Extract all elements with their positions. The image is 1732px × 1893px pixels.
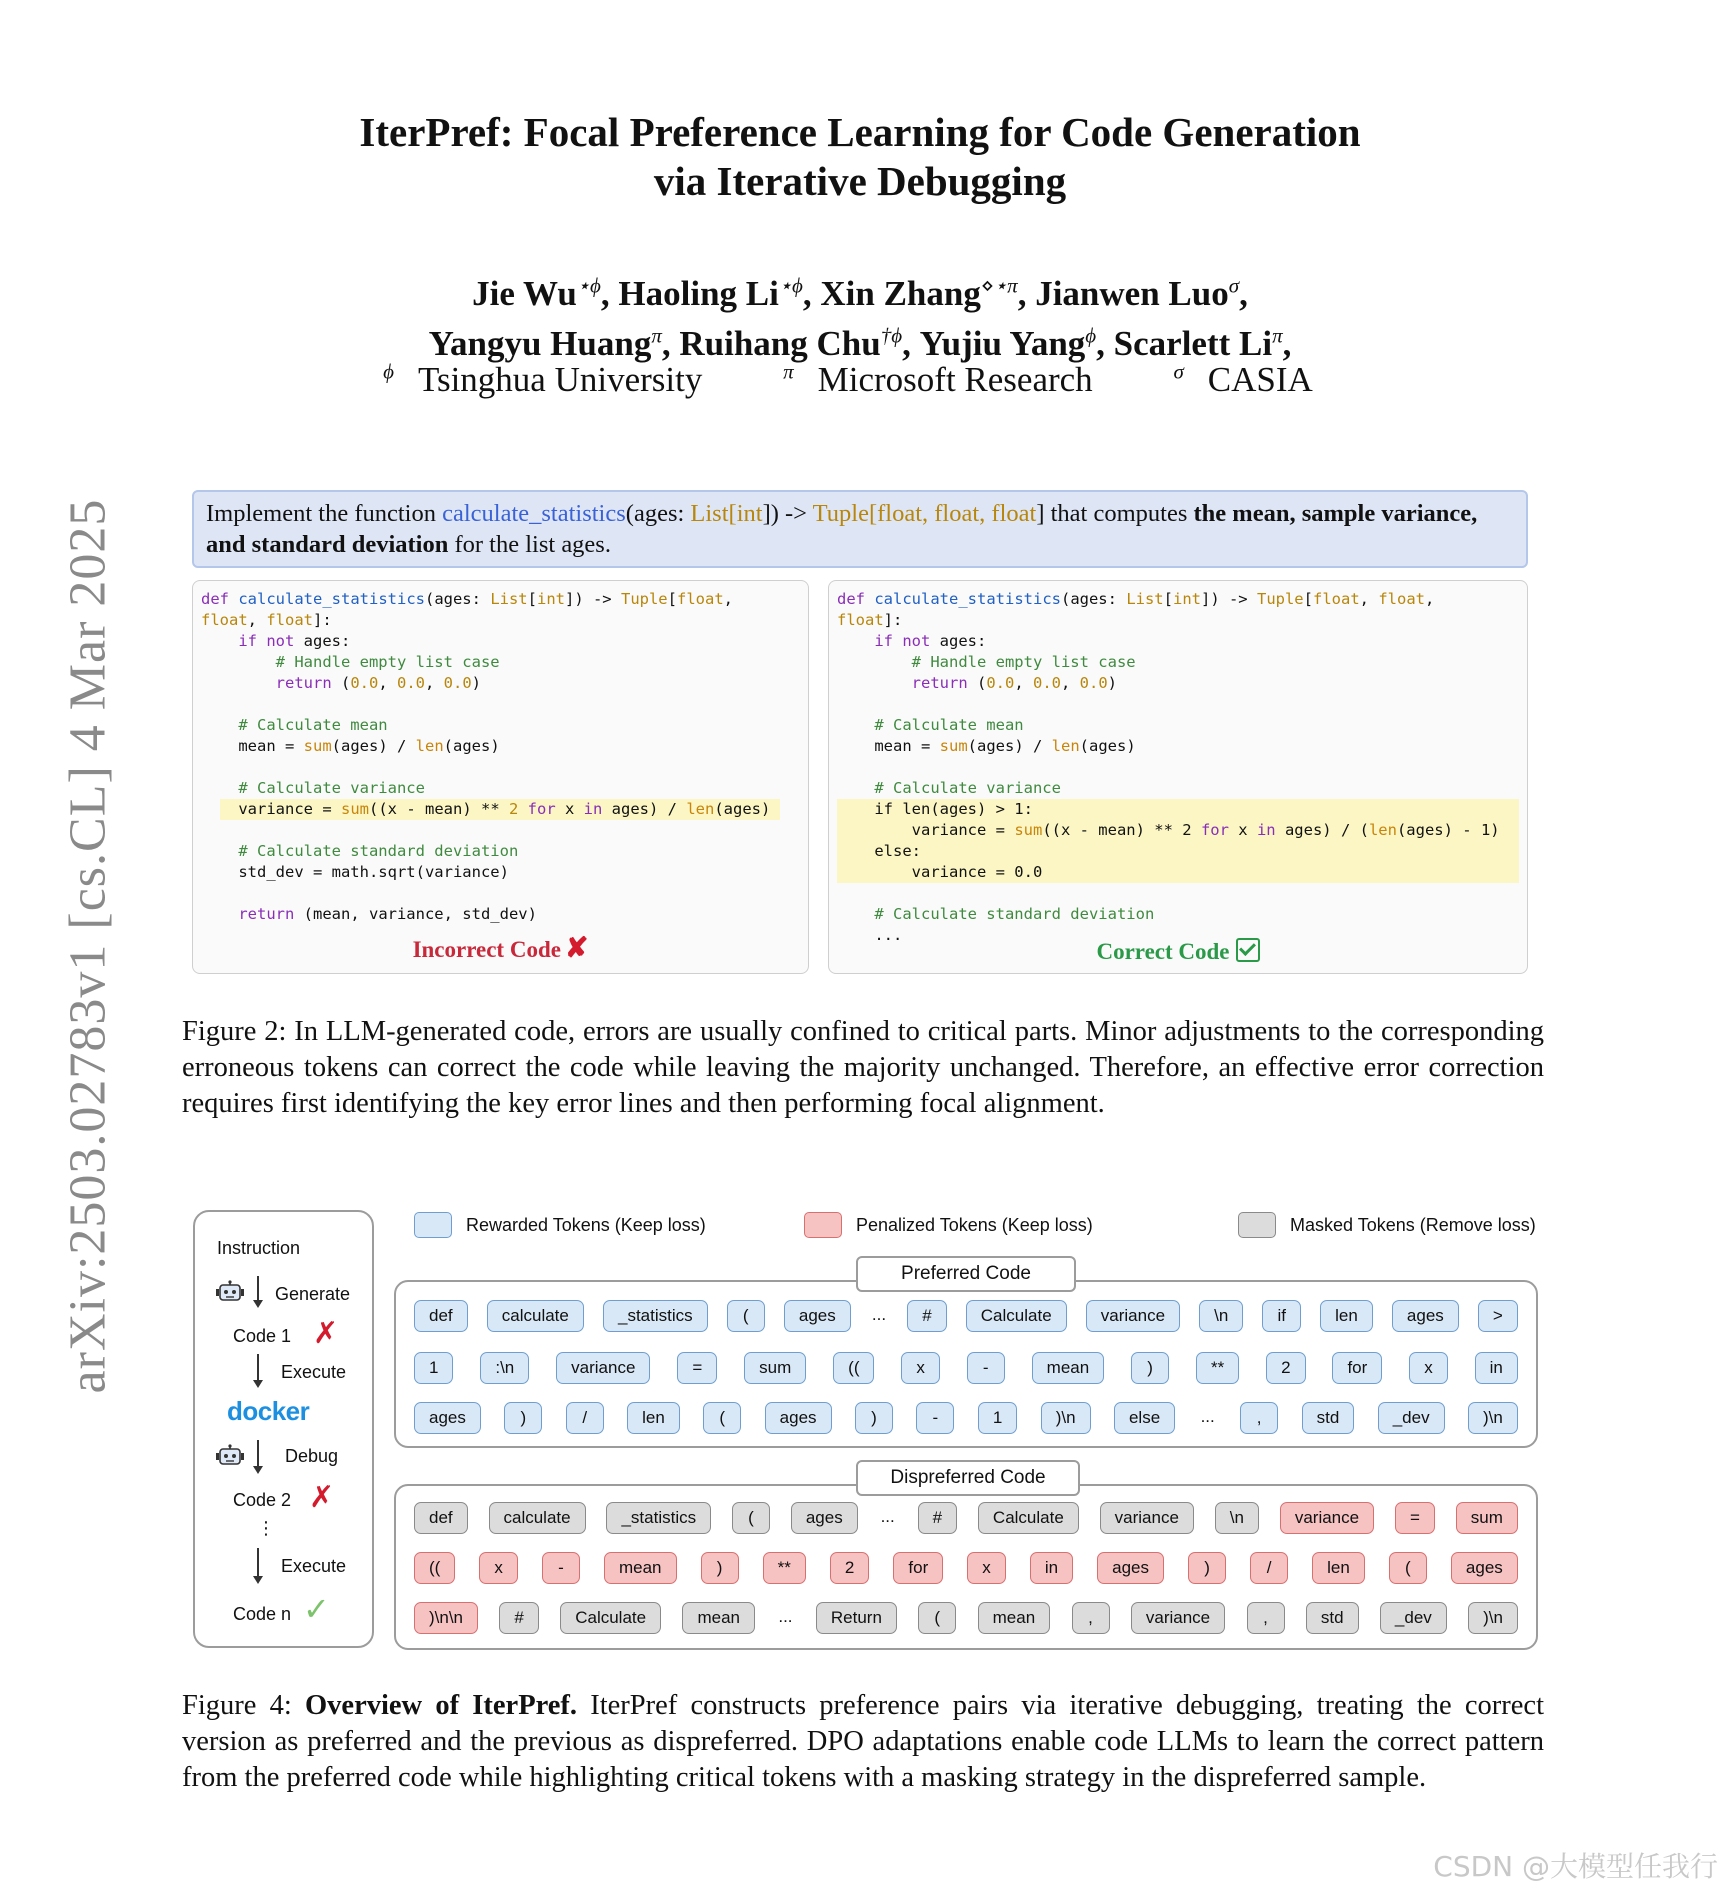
- token: _statistics: [603, 1300, 708, 1332]
- iterative-debugging-pipeline: [193, 1210, 374, 1648]
- figure4-caption: Figure 4: Overview of IterPref. IterPref constructs preference pairs via iterative debugging, treating the correct version as preferred and the previous as dispreferred. DPO adaptations enable code LLMs to learn the correct pattern from the preferred code while highlighting critical tokens with a masking strategy in the dispreferred sample.: [182, 1690, 1544, 1793]
- token: ): [855, 1402, 893, 1434]
- token: Calculate: [966, 1300, 1067, 1332]
- preferred-code-group: [394, 1263, 1538, 1448]
- token: ,: [1240, 1402, 1278, 1434]
- token: else: [1114, 1402, 1175, 1434]
- token: #: [499, 1602, 538, 1634]
- title-line-2: via Iterative Debugging: [653, 158, 1067, 204]
- cross-icon: ✘: [564, 933, 589, 964]
- token: def: [414, 1300, 468, 1332]
- token: )\n: [1468, 1602, 1518, 1634]
- token: if: [1262, 1300, 1301, 1332]
- token: ,: [1247, 1602, 1285, 1634]
- incorrect-code-label: Incorrect Code ✘: [412, 933, 589, 964]
- correct-code-block: def calculate_statistics(ages: List[int]) -> Tuple[float, float, float]: if not ages: # Handle empty list case return (0.0, 0.0, 0.0) # Calculate mean mean = sum(ages) / len(ages) # Calculate variance if len(ages) > 1: variance = sum((x - mean) ** 2 for x in ages) / (len(ages) - 1) else: variance = 0.0 # Calculate standard deviation ...: [837, 589, 1519, 946]
- affiliations: [0, 350, 1720, 401]
- token: ): [1131, 1352, 1169, 1384]
- authors-line-1: [0, 264, 1720, 315]
- token: in: [1475, 1352, 1518, 1384]
- token: ages: [791, 1502, 858, 1534]
- token: variance: [1086, 1300, 1180, 1332]
- token: /: [566, 1402, 604, 1434]
- dispreferred-code-title: Dispreferred Code: [856, 1460, 1080, 1496]
- author: Yangyu Huang$^\pi$,: [428, 323, 680, 364]
- token: ((: [833, 1352, 874, 1384]
- token: mean: [1032, 1352, 1105, 1384]
- token: )\n: [1468, 1402, 1518, 1434]
- token: _statistics: [606, 1502, 711, 1534]
- author: Ruihang Chu$^{\dagger\phi}$,: [679, 323, 920, 364]
- token: std: [1302, 1402, 1355, 1434]
- author: Scarlett $Li^\pi$,: [1113, 323, 1292, 364]
- token-row: [414, 1402, 1518, 1434]
- token: (: [703, 1402, 741, 1434]
- figure2-caption: Figure 2: In LLM-generated code, errors are usually confined to critical parts. Minor adjustments to the corresponding erroneous tokens can correct the code while leaving the majority unchanged. Therefore, an effective error correction requires first identifying the key error lines and then performing focal alignment.: [182, 1016, 1544, 1119]
- token: \n: [1215, 1502, 1259, 1534]
- token: x: [967, 1552, 1006, 1584]
- token-row: [414, 1602, 1518, 1634]
- robot-icon: [215, 1280, 245, 1304]
- token: ages: [1392, 1300, 1459, 1332]
- figure2-prompt: Implement the function calculate_statistics(ages: List[int]) -> Tuple[float, float, float] that computes the mean, sample variance, and standard deviation for the list ages.: [192, 490, 1528, 568]
- affiliation: $^\pi$ Microsoft Research: [783, 359, 1093, 399]
- author: Jie $Wu^{⋆\phi}$,: [472, 273, 619, 313]
- token-row: [414, 1552, 1518, 1584]
- dispreferred-code-group: [394, 1467, 1538, 1650]
- ellipsis: ...: [778, 1607, 793, 1626]
- token: ): [504, 1402, 542, 1434]
- token: variance: [1280, 1502, 1374, 1534]
- pipeline-debug: Debug: [285, 1446, 339, 1466]
- watermark: CSDN @大模型任我行: [1433, 1850, 1718, 1883]
- token: mean: [978, 1602, 1051, 1634]
- token-row: [414, 1300, 1518, 1332]
- token: 2: [1266, 1352, 1305, 1384]
- legend-swatch-gray: [1238, 1212, 1276, 1238]
- token: calculate: [489, 1502, 586, 1534]
- docker-logo: docker: [227, 1396, 310, 1426]
- token: /: [1250, 1552, 1288, 1584]
- token: ,: [1072, 1602, 1110, 1634]
- token-row: [414, 1502, 1518, 1534]
- token: **: [763, 1552, 806, 1584]
- token: ages: [1097, 1552, 1164, 1584]
- token: variance: [1131, 1602, 1225, 1634]
- token: (: [918, 1602, 956, 1634]
- title-line-1: IterPref: Focal Preference Learning for Code Generation: [359, 109, 1361, 155]
- token: -: [967, 1352, 1005, 1384]
- token: len: [1320, 1300, 1373, 1332]
- token: =: [677, 1352, 717, 1384]
- token: variance: [556, 1352, 650, 1384]
- token: ages: [1451, 1552, 1518, 1584]
- token: -: [916, 1402, 954, 1434]
- correct-code-panel: [828, 580, 1528, 974]
- preferred-code-title: Preferred Code: [856, 1256, 1076, 1292]
- token: for: [893, 1552, 943, 1584]
- pipeline-generate: Generate: [275, 1284, 351, 1304]
- token: _dev: [1378, 1402, 1445, 1434]
- arrow-down-icon: [257, 1354, 259, 1386]
- token: ): [1188, 1552, 1226, 1584]
- ellipsis: ...: [871, 1305, 887, 1324]
- arrow-down-icon: [257, 1440, 259, 1472]
- check-icon: ✓: [303, 1590, 330, 1628]
- token: _dev: [1380, 1602, 1447, 1634]
- pipeline-code-1: Code 1: [233, 1326, 292, 1346]
- token: in: [1030, 1552, 1073, 1584]
- affiliation: $^\sigma$ CASIA: [1173, 359, 1313, 399]
- token: calculate: [487, 1300, 584, 1332]
- token: sum: [1456, 1502, 1518, 1534]
- token: ages: [414, 1402, 481, 1434]
- token: x: [479, 1552, 518, 1584]
- token: for: [1332, 1352, 1382, 1384]
- pipeline-code-2: Code 2: [233, 1490, 292, 1510]
- paper-title: [0, 108, 1720, 206]
- token: sum: [744, 1352, 806, 1384]
- pipeline-instruction: Instruction: [217, 1238, 301, 1258]
- author: Haoling $Li^{⋆\phi}$,: [618, 273, 821, 313]
- incorrect-code-block: def calculate_statistics(ages: List[int]) -> Tuple[float, float, float]: if not ages: # Handle empty list case return (0.0, 0.0, 0.0) # Calculate mean mean = sum(ages) / len(ages) # Calculate variance variance = sum((x - mean) ** 2 for x in ages) / len(ages) # Calculate standard deviation std_dev = math.sqrt(variance) return (mean, variance, std_dev): [201, 590, 780, 923]
- legend-swatch-blue: [414, 1212, 452, 1238]
- token: mean: [604, 1552, 677, 1584]
- token: ages: [765, 1402, 832, 1434]
- token: 2: [830, 1552, 869, 1584]
- pipeline-execute-1: Execute: [281, 1362, 347, 1382]
- legend-swatch-red: [804, 1212, 842, 1238]
- legend-rewarded: Rewarded Tokens (Keep loss): [414, 1212, 706, 1238]
- token: #: [918, 1502, 957, 1534]
- ellipsis: ...: [1200, 1407, 1215, 1426]
- token: :\n: [480, 1352, 529, 1384]
- token: len: [1312, 1552, 1365, 1584]
- token: def: [414, 1502, 468, 1534]
- incorrect-code-panel: [192, 580, 809, 974]
- token: variance: [1100, 1502, 1194, 1534]
- author: Jianwen Luo$^\sigma$,: [1035, 273, 1248, 313]
- token: \n: [1199, 1300, 1243, 1332]
- token: len: [627, 1402, 680, 1434]
- token: (: [1389, 1552, 1427, 1584]
- token: Calculate: [560, 1602, 661, 1634]
- token: =: [1395, 1502, 1435, 1534]
- cross-icon: ✗: [313, 1316, 339, 1351]
- token: -: [542, 1552, 580, 1584]
- token: ((: [414, 1552, 455, 1584]
- token: >: [1478, 1300, 1518, 1332]
- token: 1: [978, 1402, 1017, 1434]
- token: #: [907, 1300, 946, 1332]
- token: Calculate: [978, 1502, 1079, 1534]
- token: x: [901, 1352, 940, 1384]
- token: ages: [784, 1300, 851, 1332]
- vertical-ellipsis: ⋮: [257, 1518, 275, 1538]
- token: 1: [414, 1352, 453, 1384]
- token: (: [727, 1300, 765, 1332]
- token: )\n\n: [414, 1602, 478, 1634]
- check-box-icon: [1236, 938, 1260, 962]
- arrow-down-icon: [257, 1548, 259, 1582]
- token: (: [732, 1502, 770, 1534]
- author: Xin Zhang$^{⋄⋆\pi}$,: [820, 273, 1036, 313]
- arrow-down-icon: [257, 1276, 259, 1306]
- token: Return: [816, 1602, 897, 1634]
- token: **: [1196, 1352, 1239, 1384]
- robot-icon: [215, 1444, 245, 1468]
- arxiv-identifier: arXiv:2503.02783v1 [cs.CL] 4 Mar 2025: [59, 498, 117, 1394]
- author: Yujiu Yang$^\phi$,: [919, 323, 1114, 364]
- token: x: [1409, 1352, 1448, 1384]
- token-row: [414, 1352, 1518, 1384]
- affiliation: $^\phi$ Tsinghua University: [383, 359, 703, 399]
- pipeline-execute-2: Execute: [281, 1556, 347, 1576]
- legend-penalized: Penalized Tokens (Keep loss): [804, 1212, 1093, 1238]
- cross-icon: ✗: [309, 1480, 335, 1515]
- ellipsis: ...: [880, 1507, 895, 1526]
- pipeline-code-n: Code n: [233, 1604, 292, 1624]
- token: ): [701, 1552, 739, 1584]
- legend-masked: Masked Tokens (Remove loss): [1238, 1212, 1536, 1238]
- token: std: [1306, 1602, 1359, 1634]
- token: )\n: [1041, 1402, 1091, 1434]
- token: mean: [682, 1602, 755, 1634]
- correct-code-label: Correct Code: [829, 938, 1527, 965]
